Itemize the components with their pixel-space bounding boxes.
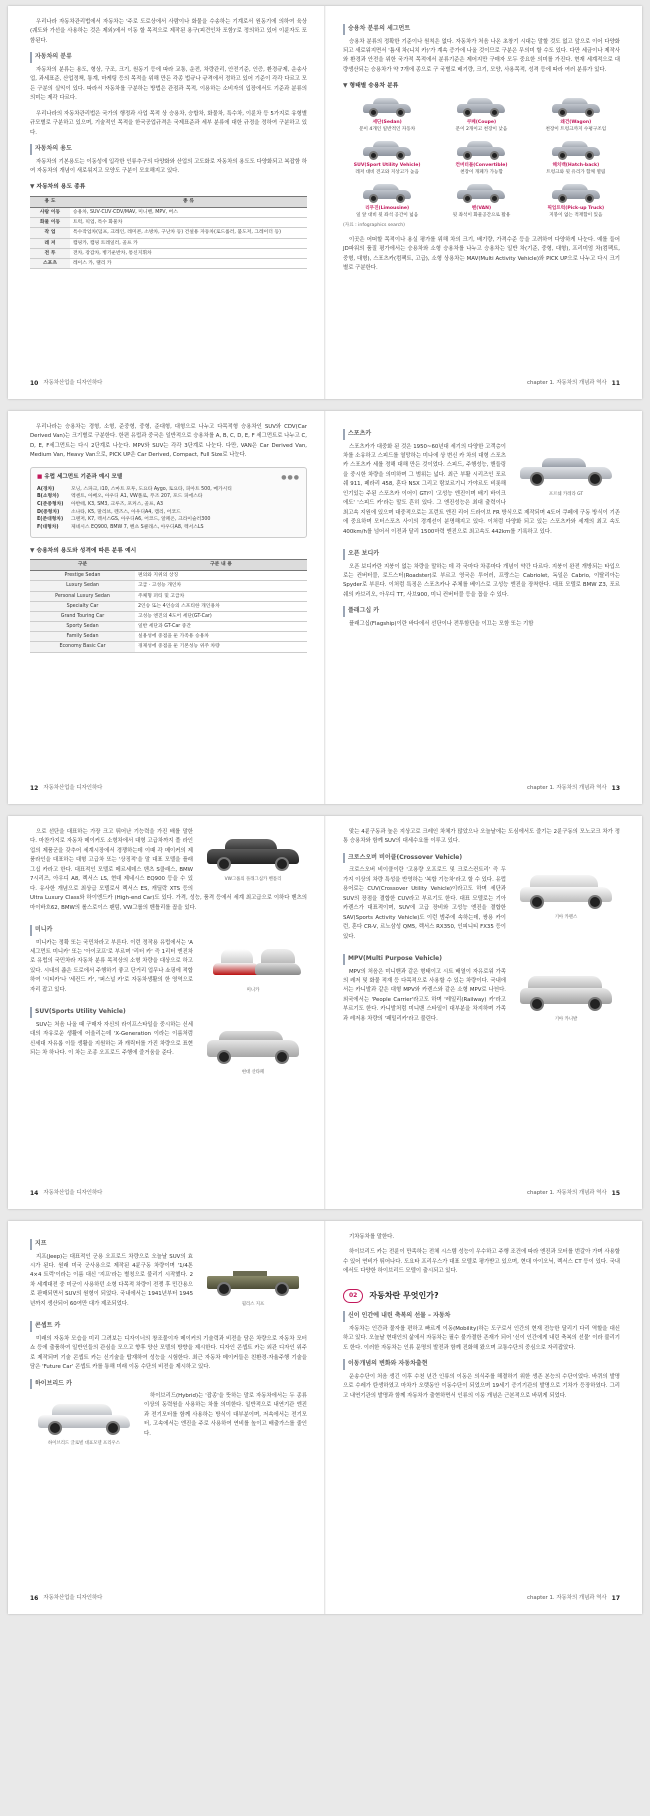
paragraph: 으로 선단을 대표하는 가장 크고 뛰어난 기능력을 가진 배를 말한다. 마찬가지로 자동차 메이커도 소형차에서 대형 고급차까지 풀 라인업의 제품군을 갖추어 세계시장에서 경쟁하는데 이때 각 메이커의 제품라인을 대표하는 대형 고급차 또는 '상징적'을 말 대표 모델을 플래그십 카라고 한다. 대표적인 모델로 메르세데스 벤츠 S클래스, BMW 7시리즈, 아우디 A8, 렉서스 LS, 현대 제네시스 EQ900 등을 수 있다. 유사한 개념으로 최상급 모델로서 렉서스 ES, 캐딜락 XTS 등의 Ultra Luxury Class와 하이엔드카 (High-end Car)도 있다. 가격, 성능, 품격 등에서 세계 최고급으로 이하다 벤츠의 마이바흐62, BMW의 롤스로이스 팬텀, VW그룹의 벤틀리를 꼽을 있다. [30, 829, 307, 911]
paragraph: 우리나라는 승용차는 경형, 소형, 준중형, 중형, 준대형, 대형으로 나누고 다목적형 승용차인 SUV와 CDV(Car Derived Van)는 크기별로 구분한다. 한편 유럽과 중국은 일반적으로 승용차를 A, B, C, D, E, F 세그먼트로 나누고 C, D, E, F세그먼트는 다시 2단계로 나눈다. MPV와 SUV는 각각 3단계로 나눈다. 다만, VAN은 Car Derived Van, Medium Van, Heavy Van으로, PICK UP은 Car Derived, Compact, Full Size로 나눈다. [30, 424, 307, 459]
figure-caption: 기아 카니발 [554, 1016, 578, 1022]
table-cell: 전 투 [30, 248, 70, 258]
page-number: 14 [30, 1189, 39, 1197]
table-row [30, 632, 307, 642]
table-cell: 레이스 카, 랠리 카 [70, 258, 307, 268]
table-row [30, 601, 307, 611]
segment-key: C(준중형차) [37, 501, 64, 507]
figure-caption: 윌리스 지프 [241, 1301, 265, 1307]
book-title: 자동차산업을 디자인하다 [43, 1595, 103, 1602]
car-image [453, 137, 509, 161]
page-15 [325, 816, 642, 1209]
table-row [30, 571, 307, 581]
box-title: ■ 유럽 세그먼트 기준과 예시 모델 [37, 473, 300, 483]
table-cell: 고급 · 고성능 개인차 [135, 581, 307, 591]
sports-car-image [512, 443, 620, 489]
page-number: 15 [611, 1189, 620, 1197]
vehicle-use-table [30, 196, 307, 270]
page-footer [30, 1189, 102, 1200]
decor-dots: ●●● [281, 473, 300, 481]
table-cell: 레 저 [30, 238, 70, 248]
car-type-name: 해치백(Hatch-back) [552, 163, 600, 169]
bentley-image [199, 828, 307, 874]
table-cell: Grand Touring Car [30, 611, 135, 621]
car-type-name: 왜건(Wagon) [560, 120, 592, 126]
paragraph: 스포츠카가 대중화 된 것은 1950~60년대 세기의 다양한 고객층이 차를 소유하고 스피드를 열망하는 미나에 상 변신 카 차의 대형 스포츠카 스포츠카 세를 정해 대해 만든 것이었다. 스피드, 주행성능, 핸들링을 중시한 차량을 의미하며 그 범위는 넓다. 최근 부활 시리즈인 포르쉐 911, 페라리 458, 혼다 NSX 그리고 람보르기니 가야르도 비롯해 인기있는 주된 스포츠카 이어이 GTi이 '고성능 엔진이며 배기 바이크 에도' '스피드 카'라는 말도 흔히 있다. 그 엔진성능은 최대 출력이나 최고속 지원에 있으며 대중적으로는 프런트 엔진 리어 드라이브 FR 방식으로 제작되며 4도어 쿠페에 구동 방식이 기존에 중요하며 모터스포츠 사이의 경계선이 분명해지고 있다. 이처럼 다양화 되고 있는 스포츠카와 세계의 최고 속도 400km/h를 넘어서 이전과 달리 1500마력 엔진으로 최고속도 442km를 기록하고 있다. [343, 443, 620, 535]
table-cell: 특수작업차(덤프, 크레인, 레미콘, 소방차, 구난차 등) 건설용 자동차(로드롤러, 불도저, 그레이더 등) [70, 228, 307, 238]
section-heading: 플래그십 카 [343, 606, 620, 617]
table-row [30, 258, 307, 268]
car-type-grid [343, 94, 620, 219]
page-13 [325, 411, 642, 804]
minicar-figure [199, 939, 307, 995]
table-header: 종 류 [70, 196, 307, 207]
paragraph: 지프(Jeep)는 대표적인 군용 오프로드 차량으로 오늘날 SUV의 효시가 된다. 원래 미국 군사용으로 제작된 4륜구동 차량이며 '1/4톤 4×4 트럭'이라는 이름 대신 '지프'라는 별칭으로 불리기 시작했다. 2차 세계대전 중 미군이 사용하던 소형 다목적 차량이 전쟁 후 민간용으로 판매되면서 SUV의 원형이 되었다. 국내에서는 1941년부터 1945년까지 생산되어 60여만 대가 제조되었다. [30, 1253, 193, 1307]
car-type-desc: 문이 2개이고 천장이 낮음 [455, 126, 508, 132]
car-type-desc: 일 앞 대비 뒷 좌석 공간이 넓음 [356, 212, 419, 218]
figure-caption: 하이브리드 글로벌 대표모델 프리우스 [47, 1441, 121, 1447]
santafe-image [199, 1021, 307, 1067]
book-title: 자동차산업을 디자인하다 [43, 380, 103, 387]
spread-pages-14-15 [8, 816, 642, 1209]
car-type-name: SUV(Sport Utility Vehicle) [353, 163, 421, 169]
segment-value: 그랜저, K7, 렉서스GS, 아우디A6, 어코드, 알페온, 크라이슬러300 [71, 517, 211, 523]
spread-pages-16-17 [8, 1221, 642, 1614]
table-cell: 경제성에 중점을 둔 기본성능 위주 차량 [135, 642, 307, 652]
table-cell: 스포츠 [30, 258, 70, 268]
page-footer [527, 1594, 620, 1605]
chapter-label: chapter 1. 자동차의 개념과 역사 [527, 380, 607, 387]
segment-key: F(대형차) [37, 524, 59, 530]
page-number: 16 [30, 1594, 39, 1602]
paragraph: 운송수단이 처음 생긴 이후 수천 년간 인류의 이동은 의식주를 해결하기 위한 생존 본능의 수단이었다. 바퀴의 발명으로 수레가 탄생하였고 마차가 오랫동안 이동수단이 되었으며 19세기 증기기관의 발명으로 기차가 등장하였다. 그리고 내연기관의 발명과 함께 자동차가 출현하면서 인류의 이동 개념은 근본적으로 바뀌게 되었다. [343, 1373, 620, 1399]
car-type-desc: 뒷 좌석이 화물공간으로 활용 [452, 212, 511, 218]
section-heading: 스포츠카 [343, 429, 620, 440]
table-row [30, 228, 307, 238]
car-type-item [437, 137, 525, 176]
table-cell: Economy Basic Car [30, 642, 135, 652]
paragraph: 우리나라의 자동차관리법은 국가의 행정과 사업 목적 상 승용차, 승합차, 화물차, 특수차, 이륜차 등 5가지로 유형별 규모별로 구분하고 있으며, 기술적인 목적을 한국공업규격은 국제표준과 세부 분류에 대한 규정을 정하여 구분하고 있다. [30, 110, 307, 136]
prius-figure [30, 1392, 138, 1448]
car-type-name: 픽업트럭(Pick-up Truck) [547, 206, 605, 212]
section-heading: 하이브리드 카 [30, 1379, 307, 1390]
car-type-desc: 천장이 개폐가 가능함 [460, 169, 503, 175]
jeep-image [199, 1253, 307, 1299]
page-14 [8, 816, 325, 1209]
car-type-name: 리무진(Limousine) [365, 206, 410, 212]
paragraph: 오픈 보디카란 지붕이 없는 차량을 말하는 데 각 국마다 차종마다 개념이 약간 다르다. 지붕이 완전 개방되는 타입으로는 컨버터블, 로드스터(Roadster)로 부르고 영국은 투어러, 프랑스는 Cabriolet, 독일은 Cabrio, 이탈리아는 Spyder로 부른다. 이처럼 특징은 스포츠카나 주체를 베이스로 고성능 엔진을 장착한다. 대표 모델로 BMW Z3, 포르쉐의 카브리오, 아우디 TT, 사브900, 미니 컨버터블 등을 꼽을 수 있다. [343, 563, 620, 598]
segment-box [30, 467, 307, 538]
paragraph: 크로스오버 비이클이란 '고용량 오프로드 및 크로스컨트리' 즉 두 가지 이상의 차량 특성을 반영하는 '복합 기능차'라고 할 수 있다. 유럽 용어로는 CUV(Crossover Utility Vehicle)이라고도 하며 세단과 SUV의 장점을 결합한 CUV라고 부르기도 한다. 대표 모델로는 기아 카렌스가 대표적이며, SUV에 고급 장비와 고성능 엔진을 결합한 SAV(Sports Activity Vehicle)도 이런 범주에 속하는데, 쌍용 카이런, 혼다 CR-V, 르노삼성 QM5, 렉서스 RX350, 인피니티 FX35 등이 있다. [343, 867, 506, 940]
section-heading: 신이 인간에 내린 축복의 선물 – 자동차 [343, 1311, 620, 1322]
prius-image [30, 1392, 138, 1438]
section-heading: 크로스오버 비이클(Crossover Vehicle) [343, 853, 620, 864]
car-type-name: 밴(VAN) [471, 206, 492, 212]
table-cell: 화물 이동 [30, 218, 70, 228]
page-footer [527, 1189, 620, 1200]
section-title-text: 자동차란 무엇인가? [369, 1291, 439, 1301]
segment-value: 아반떼, K3, SM3, 크루즈, 포커스, 골프, A3 [71, 501, 164, 507]
segment-row [37, 516, 300, 524]
table-cell: 주체형 퍼티 및 고급차 [135, 591, 307, 601]
figure-caption: VW그룹의 플래그십카 벤틀리 [224, 877, 282, 882]
table-cell: Sporty Sedan [30, 622, 135, 632]
segment-value: 모닝, 스파크, i10, 스마트 포투, 도요타 Aygo, 토요타, 피아트 500, 메가시티 [71, 486, 232, 492]
page-number: 10 [30, 379, 39, 387]
page-footer [527, 784, 620, 795]
book-title: 자동차산업을 디자인하다 [43, 785, 103, 792]
car-type-desc: 트렁크와 뒷 유리가 함께 열림 [546, 169, 606, 175]
table-title: ▼ 승용차의 용도와 성격에 따른 분류 예시 [30, 546, 307, 556]
santafe-figure [199, 1021, 307, 1077]
page-11 [325, 6, 642, 399]
table-cell: 편의와 지위의 상징 [135, 571, 307, 581]
minicar-image [199, 939, 307, 985]
page-footer [527, 379, 620, 390]
segment-value: 소나타, K5, 말리브, 렌즈스, 아우디A4, 캠리, 어코드 [71, 509, 181, 515]
sports-car-figure [512, 443, 620, 499]
paragraph: 맞는 4륜구동과 높은 지상고로 크레인 차체가 많았으나 오늘날에는 도심에서도 즐기는 2륜구동의 모노코크 차가 정통 승용차와 함께 SUV의 대세수요를 이루고 있다. [343, 829, 620, 845]
segment-row [37, 486, 300, 494]
section-number: 02 [343, 1289, 363, 1304]
page-12 [8, 411, 325, 804]
source-note: (자료 : infographics search) [343, 222, 405, 228]
section-heading: MPV(Multi Purpose Vehicle) [343, 954, 620, 965]
book-title: 자동차산업을 디자인하다 [43, 1190, 103, 1197]
page-footer [30, 379, 102, 390]
paragraph: 하이브리드 카는 전륜이 만족하는 전체 시스템 성능이 우수하고 주행 조건에 따라 엔진과 모터를 번갈아 가며 사용할 수 있어 연비가 뛰어나다. 도요타 프리우스가 대표 모델로 평가받고 있으며, 현대 아이오닉, 렉서스 CT 등이 있다. 국내에서도 다양한 하이브리드 모델이 출시되고 있다. [343, 1249, 620, 1275]
segment-key: A(경차) [37, 486, 55, 492]
chapter-label: chapter 1. 자동차의 개념과 역사 [527, 1595, 607, 1602]
car-type-item [343, 137, 431, 176]
table-row [30, 581, 307, 591]
segment-row [37, 524, 300, 532]
table-cell: Specialty Car [30, 601, 135, 611]
segment-row [37, 501, 300, 509]
page-number: 17 [611, 1594, 620, 1602]
table-row [30, 207, 307, 217]
segment-value: 제네시스 EQ900, BMW 7, 벤츠 S클래스, 아우디A8, 렉서스LS [71, 524, 204, 530]
section-heading: 자동차의 분류 [30, 52, 307, 63]
sedan-class-table [30, 559, 307, 653]
car-type-desc: 천장이 트렁크까지 수평구조임 [545, 126, 607, 132]
paragraph: 하이브리드(Hybrid)는 '잡종'을 뜻하는 말로 자동차에서는 두 종류 이상의 동력원을 사용하는 차를 의미한다. 일반적으로 내연기관 엔진과 전기모터를 함께 사용하는 방식이 대부분이며, 저속에서는 전기모터, 고속에서는 엔진을 주로 사용하여 연비를 높이고 배출가스를 줄인다. [144, 1393, 307, 1437]
section-heading: SUV(Sports Utility Vehicle) [30, 1007, 307, 1018]
paragraph: 자동차의 기본용도는 이동성에 입각한 인류추구의 다양화와 산업의 고도화로 자동차의 용도도 다양화되고 복잡함 하여 자동차의 개념이 새로워지고 모양도 구분이 모호해지고 있다. [30, 158, 307, 174]
grid-title: ▼ 형태별 승용차 분류 [343, 81, 620, 91]
car-type-name: 세단(Sedan) [372, 120, 402, 126]
table-cell: Personal Luxury Sedan [30, 591, 135, 601]
car-type-item [437, 94, 525, 133]
segment-key: E(준대형차) [37, 517, 64, 523]
segment-row [37, 493, 300, 501]
page-number: 12 [30, 784, 39, 792]
page-footer [30, 784, 102, 795]
car-image [359, 137, 415, 161]
paragraph: 기차동차를 말한다. [349, 1234, 395, 1240]
table-header: 용 도 [30, 196, 70, 207]
table-header: 구분 [30, 559, 135, 570]
section-heading: 이동개념의 변화와 자동차출현 [343, 1359, 620, 1370]
section-title [343, 1289, 620, 1304]
table-cell: 전차, 장갑차, 병기운반차, 통신지휘차 [70, 248, 307, 258]
paragraph: 승용차 분류의 정확한 기준이나 원칙은 없다. 자동차가 처음 나온 초창기 시대는 말할 것도 없고 앞으로 이어 다양화되고 새로워지면서 '틈새 차(니치 카)'가 계속 증가에 나올 것이므로 구분은 무의미 할 수도 있다. 다만 세금이나 제작사와 환경과 안전을 위한 국가적 목적에서 분류기준은 제어지만 구매자 모두 중요한 의미를 가진다. 현재 세계적으로 대량생산되는 승용차가 약 7개에 종으로 구 국별로 배기량, 크기, 모양, 사용목적, 성격 등에 따라 여러 분류가 있다. [343, 38, 620, 73]
spread-pages-10-11 [8, 6, 642, 399]
segment-row [37, 509, 300, 517]
table-row [30, 611, 307, 621]
table-cell: Family Sedan [30, 632, 135, 642]
table-title: ▼ 자동차의 용도 종류 [30, 182, 307, 192]
car-type-item [532, 137, 620, 176]
table-cell: 승용차, SUV·CUV·CDV/MAV, 미니밴, MPV, 버스 [70, 207, 307, 217]
page-17 [325, 1221, 642, 1614]
paragraph: 미래의 자동차 모습을 미리 그려보는 디자이너의 창조물이자 메이커의 기술력과 비전을 담은 차량으로 자동차 모터쇼 등에 출품하여 일반인들의 관심을 모으고 향후 양산 모델의 방향을 제시한다. 디자인 콘셉트 카는 외관 디자인 위주로 제작되며 기술 콘셉트 카는 신기술을 탑재하여 성능을 시험한다. 최근 자동차 메이커들은 친환경·자율주행 기술을 담은 'Future Car' 콘셉트 카를 통해 미래 이동 수단의 비전을 제시하고 있다. [30, 1335, 307, 1371]
car-type-item [343, 94, 431, 133]
car-image [548, 137, 604, 161]
bentley-figure [199, 828, 307, 884]
car-type-item [343, 180, 431, 219]
paragraph: 이곳은 어떠할 목적이나 용실 평가를 위해 차의 크기, 배기량, 가격수준 등을 고려하여 다양하게 나눈다. 예를 들어 JD파워의 품질 평가에서는 승용차와 소형 승용차를 나누고 승용차는 일반 차(기준, 중형, 대형), 프리미엄 차(컴팩트, 중형, 대형), 스포츠카(컴팩트, 고급), 소형 상용차는 MAV(Multi Activity Vehicle)와 PICK UP으로 나누고 다시 크기별로 구분한다. [343, 237, 620, 272]
segment-key: D(중형차) [37, 509, 60, 515]
section-heading: 승용차 분류의 세그먼트 [343, 24, 620, 35]
car-type-name: 쿠페(Coupe) [466, 120, 497, 126]
section-heading: 미니카 [30, 925, 307, 936]
section-heading: 자동차의 용도 [30, 144, 307, 155]
car-type-desc: 레저 대비 견고와 지상고가 높음 [355, 169, 419, 175]
car-image [359, 180, 415, 204]
page-10 [8, 6, 325, 399]
table-header: 구분 내 용 [135, 559, 307, 570]
car-image [453, 180, 509, 204]
car-type-name: 컨버터블(Convertible) [455, 163, 508, 169]
table-cell: 트럭, 픽업, 특수 화물차 [70, 218, 307, 228]
table-row [30, 591, 307, 601]
paragraph: MPV의 처음은 미니밴과 같은 형태이고 시트 배열이 자유로워 가족의 레저 및 화물 적재 등 다목적으로 사용할 수 있는 차량이다. 국내에서는 카니발과 같은 대형 MPV와 카렌스와 같은 소형 MPV로 나뉜다. 외국에서는 'People Carrier'라고도 하며 '레일리(Railway) 카'라고 부르기도 한다. 카니발처럼 미니밴 스타일이 대부분을 차지하며 가족과 레저용 차량의 '패밀리카'라고 불린다. [343, 968, 506, 1022]
table-cell: 실용성에 중점을 둔 가족용 승용차 [135, 632, 307, 642]
segment-value: 엑센트, 아베오, 아우디 A1, VW폴로, 푸조 207, 포드 피에스타 [71, 494, 203, 500]
paragraph: 플래그십(Flagship)이란 바다에서 선단이나 전투함단을 이끄는 모함 또는 기함 [349, 620, 534, 627]
car-image [453, 94, 509, 118]
table-row [30, 238, 307, 248]
paragraph: 자동차는 인간과 물자를 편하고 빠르게 이동(Mobility)하는 도구로서 인간의 현재 전능한 달리기 다리 역할을 대신하고 있다. 오늘날 현대인의 삶에서 자동차는 필수 불가결한 존재가 되어 '신이 인간에게 내린 축복의 선물' 이라 불리기도 한다. 이러한 자동차는 인류 문명의 발전과 함께 진화해 왔으며 교통수단의 중심으로 자리잡았다. [343, 1325, 620, 1351]
section-heading: 콘셉트 카 [30, 1321, 307, 1332]
table-row [30, 642, 307, 652]
carens-image [512, 866, 620, 912]
table-cell: Luxury Sedan [30, 581, 135, 591]
car-type-item [437, 180, 525, 219]
table-cell: 일반 세단과 GT-Car 중간 [135, 622, 307, 632]
table-cell: 2인승 또는 4인승의 스포티한 개인용차 [135, 601, 307, 611]
table-cell: 사람 이동 [30, 207, 70, 217]
car-type-item [532, 180, 620, 219]
carnival-image [512, 968, 620, 1014]
figure-caption: 미니카 [246, 987, 260, 993]
table-cell: Prestige Sedan [30, 571, 135, 581]
jeep-figure [199, 1253, 307, 1309]
car-image [548, 180, 604, 204]
car-type-item [532, 94, 620, 133]
table-row [30, 622, 307, 632]
segment-key: B(소형차) [37, 494, 59, 500]
car-image [548, 94, 604, 118]
chapter-label: chapter 1. 자동차의 개념과 역사 [527, 1190, 607, 1197]
figure-caption: 현대 산타페 [241, 1069, 265, 1075]
car-type-desc: 문이 4개인 일반적인 자동차 [359, 126, 416, 132]
carnival-figure [512, 968, 620, 1024]
page-footer [30, 1594, 102, 1605]
figure-caption: 기아 카렌스 [554, 915, 578, 921]
figure-caption: 포르쉐 카레라 GT [548, 491, 584, 497]
page-number: 13 [611, 784, 620, 792]
chapter-label: chapter 1. 자동차의 개념과 역사 [527, 785, 607, 792]
car-image [359, 94, 415, 118]
table-row [30, 218, 307, 228]
table-cell: 고성능 엔진의 4도어 세단(GT-Car) [135, 611, 307, 621]
table-cell: 작 업 [30, 228, 70, 238]
table-row [30, 248, 307, 258]
paragraph: SUV는 처음 나올 때 구매자 자신의 라이프스타일을 중시하는 신세대의 자유로운 생활에 어울리는데 'X-Generation 이라는 이름처럼 신세대 자유롭 이들 생활을 지원하는 과 캐릭터를 가진 차량으로 표현되는 차 하나다. 이 차는 조종 오프로드 주행에 즐거움을 준다. [30, 1021, 193, 1057]
car-type-desc: 지붕이 없는 적재함이 있음 [549, 212, 603, 218]
page-number: 11 [611, 379, 620, 387]
section-heading: 오픈 보디카 [343, 549, 620, 560]
page-16 [8, 1221, 325, 1614]
paragraph: 우리나라 자동차관리법에서 자동차는 '주로 도로상에서 사람이나 화물을 수송하는 기계로서 원동기에 의하여 육상(궤도와 가선을 사용하는 것은 제외)에서 이동 할 목적으로 제작된 용구(피견인차 포함)'로 정의하고 있어 이륜자도 포함된다. [30, 19, 307, 44]
section-heading: 지프 [30, 1239, 307, 1250]
paragraph: 자동차의 분류는 용도, 형상, 구조, 크기, 원동기 등에 따라 교통, 운전, 차량관리, 안전기준, 인증, 환경규제, 운송사업, 과세표준, 산업정책, 통계, 마케팅 등의 목적을 위해 만든 각종 법규나 규격에서 정하고 있어 기준이 각각 다르고 모든 구분의 실익이 있다. 따라서 자동차를 구분하는 방법은 관점과 목적, 이용하는 소비자의 입장에서도 기준과 분류의 의미는 제각 다르다. [30, 66, 307, 102]
paragraph: 미니카는 정확 또는 국민차라고 부른다. 이런 정작용 유럽에서는 'A세그먼트 미니카' 또는 '아이코프'로 부르며 '리터 카' 즉 1리터 엔진차로 유럽의 국민차라 자동차 분류 목적상의 소형 차량을 대상으로 하고 있다. 시내의 좁은 도로에서 주행하기 좋고 단거리 업무나 쇼핑에 적합하여 '시티카'나 '세컨드 카', '퍼스널 카'로 자동차생활의 한 영역으로 자리 잡고 있다. [30, 939, 193, 993]
table-cell: 캠핑카, 캠핑 트레일러, 골프 카 [70, 238, 307, 248]
carens-figure [512, 866, 620, 922]
spread-pages-12-13 [8, 411, 642, 804]
